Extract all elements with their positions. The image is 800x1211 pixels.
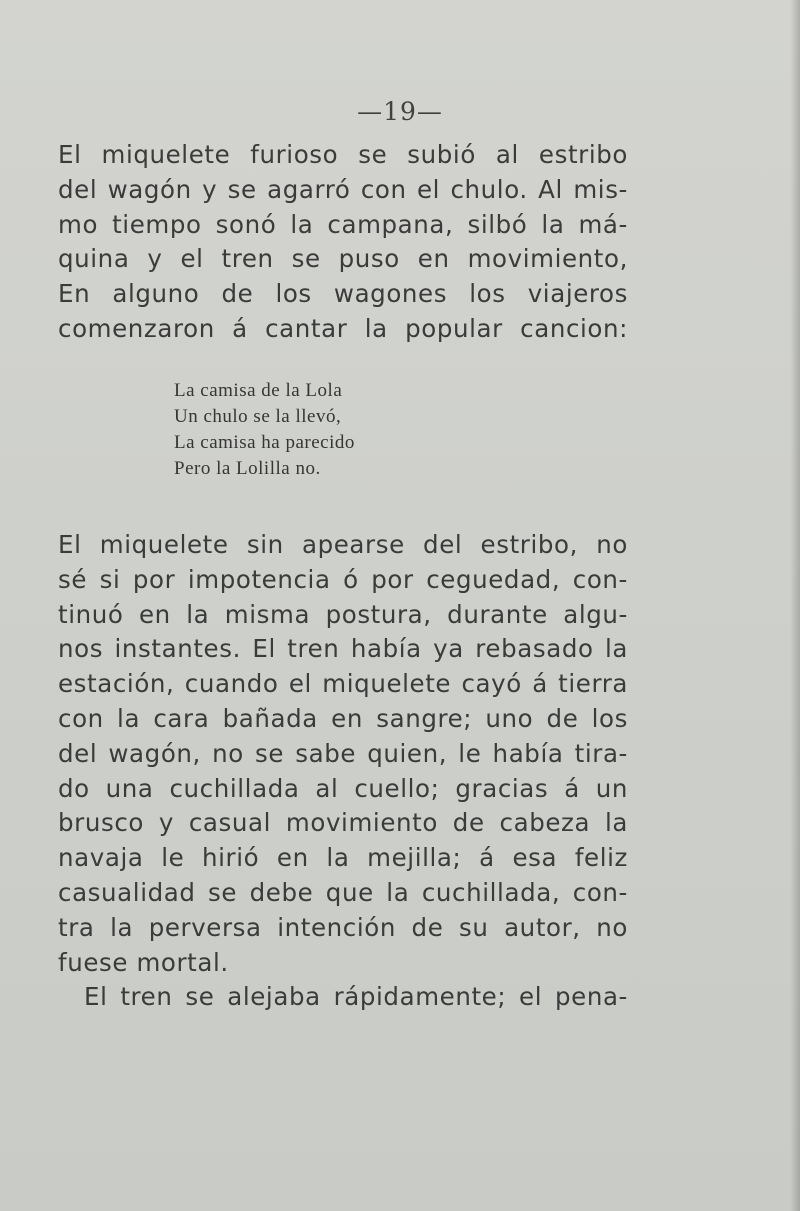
paragraph-1 <box>58 138 628 347</box>
text-line: tinuó en la misma postura, durante algu- <box>58 599 628 629</box>
text-line: navaja le hirió en la mejilla; á esa feliz <box>58 843 628 873</box>
song-verse <box>174 378 474 482</box>
text-line: del wagón y se agarró con el chulo. Al mis- <box>58 174 628 204</box>
text-line: nos instantes. El tren había ya rebasado la <box>58 634 628 664</box>
text-line: estación, cuando el miquelete cayó á tierra <box>58 669 628 699</box>
verse-line: La camisa ha parecido <box>174 432 355 453</box>
text-line: mo tiempo sonó la campana, silbó la má- <box>58 209 628 239</box>
page-number: —19— <box>357 97 443 126</box>
text-line: fuese mortal. <box>58 947 229 977</box>
text-line: En alguno de los wagones los viajeros <box>58 279 628 309</box>
verse-line: La camisa de la Lola <box>174 380 343 401</box>
text-line: comenzaron á cantar la popular cancion: <box>58 313 628 343</box>
text-line: El miquelete sin apearse del estribo, no <box>58 530 628 559</box>
text-line: quina y el tren se puso en movimiento, <box>58 244 628 274</box>
text-line: casualidad se debe que la cuchillada, con- <box>58 877 628 907</box>
verse-line: Pero la Lolilla no. <box>174 458 321 479</box>
verse-line: Un chulo se la llevó, <box>174 406 342 427</box>
text-line: El tren se alejaba rápidamente; el pena- <box>84 982 628 1012</box>
text-line: El miquelete furioso se subió al estribo <box>58 140 628 169</box>
text-line: do una cuchillada al cuello; gracias á un <box>58 773 628 803</box>
text-line: del wagón, no se sabe quien, le había tira- <box>58 738 628 768</box>
text-line: brusco y casual movimiento de cabeza la <box>58 808 628 838</box>
page-edge-shadow <box>790 0 800 1211</box>
paragraph-2 <box>58 528 628 1015</box>
text-line: sé si por impotencia ó por ceguedad, con- <box>58 564 628 594</box>
text-line: tra la perversa intención de su autor, no <box>58 912 628 942</box>
text-line: con la cara bañada en sangre; uno de los <box>58 703 628 733</box>
